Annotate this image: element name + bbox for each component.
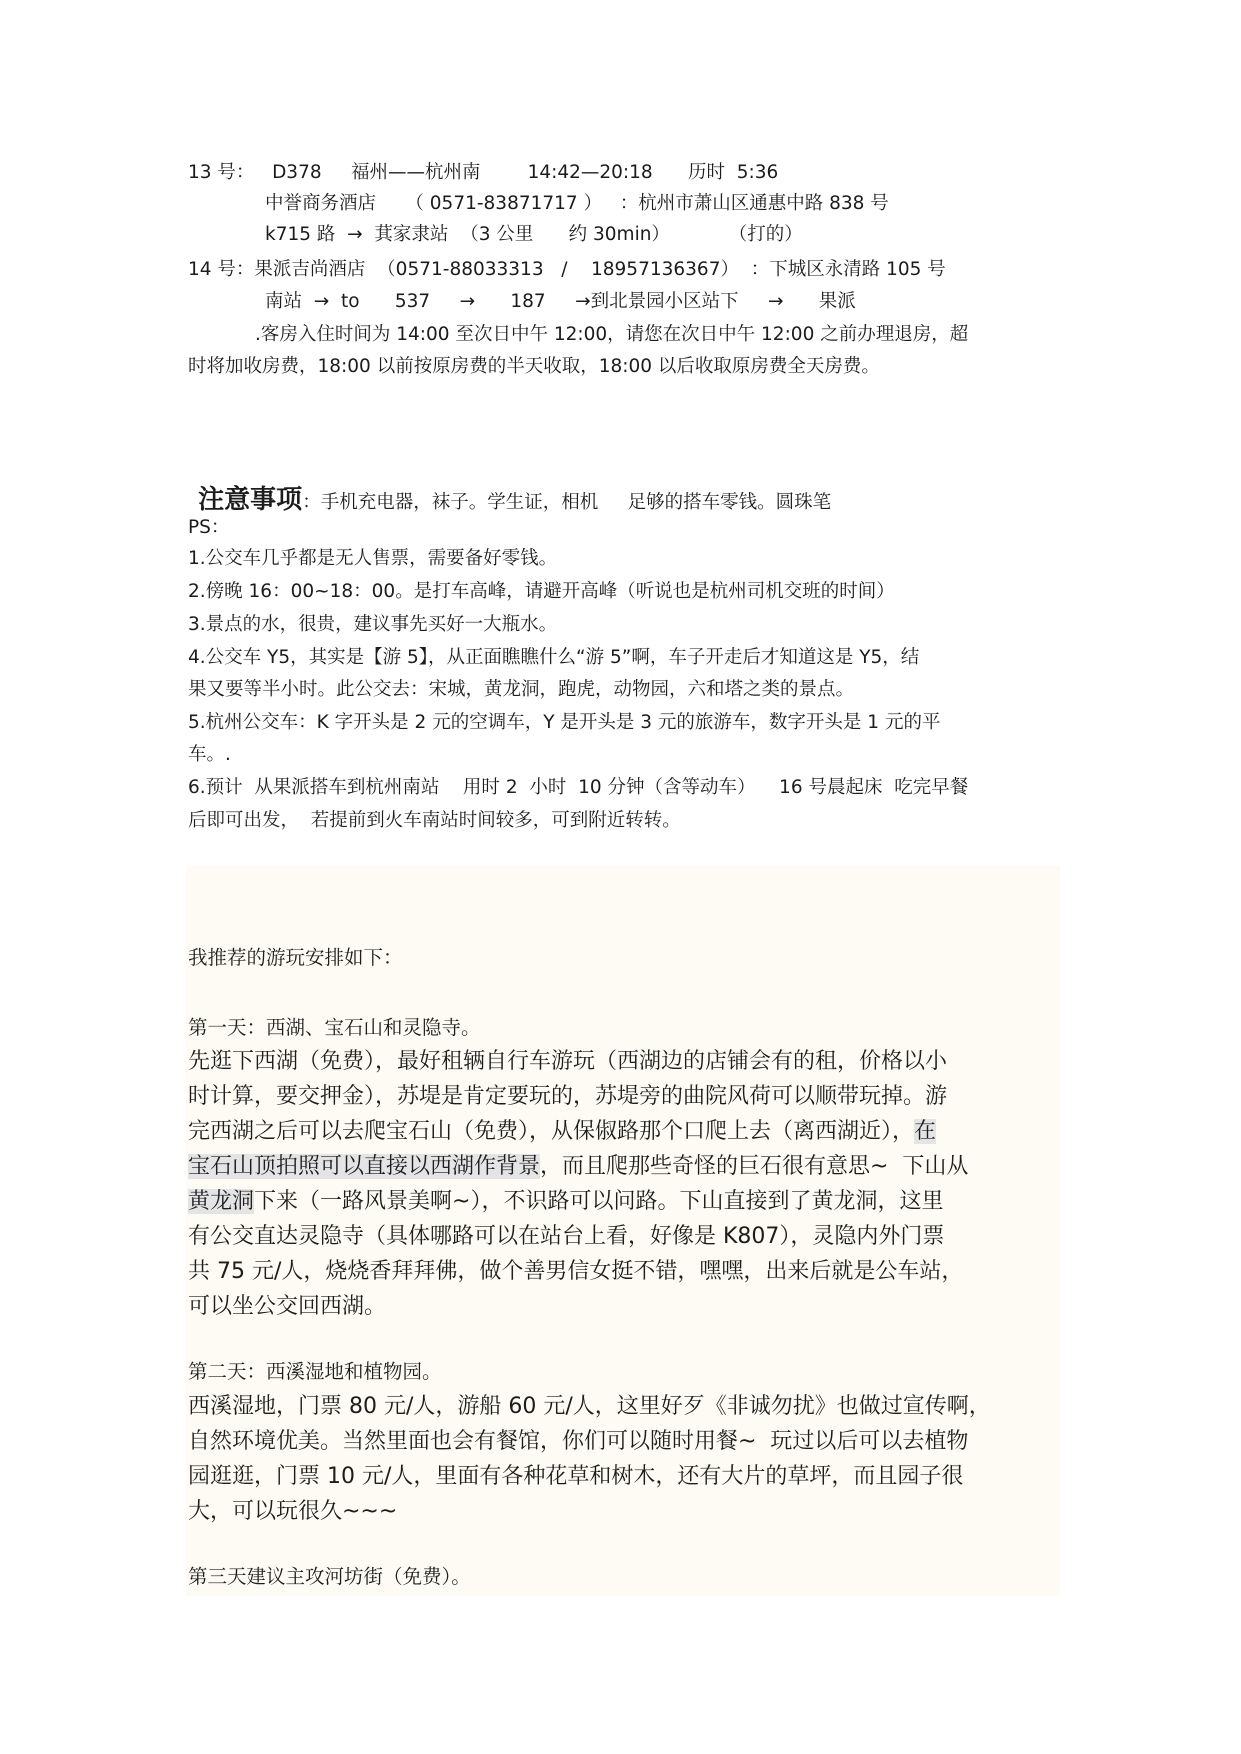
itinerary-line-route-2: 南站 → to 537 → 187 →到北景园小区站下 → 果派 — [265, 291, 856, 312]
checkin-policy-line-2: 时将加收房费，18:00 以前按原房费的半天收取，18:00 以后收取原房费全天房费。 — [188, 356, 880, 377]
note-item: 果又要等半小时。此公交去：宋城，黄龙洞，跑虎，动物园，六和塔之类的景点。 — [188, 679, 855, 700]
notes-heading-line — [188, 460, 831, 516]
note-item: 6.预计 从果派搭车到杭州南站 用时 2 小时 10 分钟（含等动车） 16 号晨起床 吃完早餐 — [188, 777, 969, 798]
note-item: 3.景点的水，很贵，建议事先买好一大瓶水。 — [188, 614, 558, 635]
day1-text-line — [188, 1114, 936, 1145]
highlighted-text: 宝石山顶拍照可以直接以西湖作背景 — [188, 1154, 541, 1179]
day2-text-line: 园逛逛，门票 10 元/人，里面有各种花草和树木，还有大片的草坪，而且园子很 — [188, 1464, 964, 1489]
note-item: 1.公交车几乎都是无人售票，需要备好零钱。 — [188, 548, 558, 569]
note-item: 4.公交车 Y5，其实是【游 5】，从正面瞧瞧什么“游 5”啊，车子开走后才知道这是 Y5，结 — [188, 647, 920, 668]
note-item: 5.杭州公交车：K 字开头是 2 元的空调车，Y 是开头是 3 元的旅游车，数字开头是 1 元的平 — [188, 712, 941, 733]
ps-label: PS： — [188, 517, 230, 538]
day1-text-line — [188, 1149, 968, 1180]
itinerary-line-14-hotel: 14 号：果派吉尚酒店 （0571-88033313 / 18957136367） ：下城区永清路 105 号 — [188, 259, 946, 280]
note-item: 2.傍晚 16：00~18：00。是打车高峰，请避开高峰（听说也是杭州司机交班的时间） — [188, 581, 895, 602]
day1-text-line: 先逛下西湖（免费），最好租辆自行车游玩（西湖边的店铺会有的租，价格以小 — [188, 1049, 948, 1074]
day1-text-line: 共 75 元/人，烧烧香拜拜佛，做个善男信女挺不错，嘿嘿，出来后就是公车站， — [188, 1259, 964, 1284]
itinerary-line-route-1: k715 路 → 萁家隶站 （3 公里 约 30min） （打的） — [265, 224, 803, 245]
itinerary-line-13-train: 13 号： D378 福州——杭州南 14:42—20:18 历时 5:36 — [188, 162, 779, 183]
notes-heading: 注意事项 — [198, 485, 303, 515]
day3-text: 第三天建议主攻河坊街（免费）。 — [188, 1565, 471, 1588]
day1-title: 第一天：西湖、宝石山和灵隐寺。 — [188, 1016, 481, 1039]
day1-text: 完西湖之后可以去爬宝石山（免费），从保俶路那个口爬上去（离西湖近）， — [188, 1119, 915, 1144]
day2-title: 第二天：西溪湿地和植物园。 — [188, 1360, 442, 1383]
day1-text-line — [188, 1184, 943, 1215]
highlighted-text: 在 — [914, 1119, 937, 1144]
checkin-policy-line-1: .客房入住时间为 14:00 至次日中午 12:00，请您在次日中午 12:00 之前办理退房，超 — [255, 324, 969, 345]
itinerary-line-hotel-1: 中誉商务酒店 （ 0571-83871717 ） ：杭州市萧山区通惠中路 838 号 — [265, 193, 889, 214]
notes-items: ：手机充电器，袜子。学生证，相机 足够的搭车零钱。圆珠笔 — [302, 492, 832, 513]
note-item: 后即可出发， 若提前到火车南站时间较多，可到附近转转。 — [188, 810, 681, 831]
note-item: 车。. — [188, 744, 231, 765]
day2-text-line: 自然环境优美。当然里面也会有餐馆，你们可以随时用餐~ 玩过以后可以去植物 — [188, 1429, 969, 1454]
highlighted-text: 黄龙洞 — [188, 1189, 255, 1214]
day1-text-line: 有公交直达灵隐寺（具体哪路可以在站台上看，好像是 K807），灵隐内外门票 — [188, 1224, 945, 1249]
day2-text-line: 西溪湿地，门票 80 元/人，游船 60 元/人，这里好歹《非诚勿扰》也做过宣传啊， — [188, 1394, 991, 1419]
day2-text-line: 大，可以玩很久~~~ — [188, 1499, 398, 1524]
day1-text-line: 可以坐公交回西湖。 — [188, 1294, 387, 1319]
recommend-intro: 我推荐的游玩安排如下： — [188, 946, 403, 969]
day1-text-line: 时计算，要交押金），苏堤是肯定要玩的，苏堤旁的曲院风荷可以顺带玩掉。游 — [188, 1084, 948, 1109]
day1-text: ，而且爬那些奇怪的巨石很有意思~ 下山从 — [540, 1154, 969, 1179]
day1-text: 下来（一路风景美啊~），不识路可以问路。下山直接到了黄龙洞，这里 — [254, 1189, 944, 1214]
